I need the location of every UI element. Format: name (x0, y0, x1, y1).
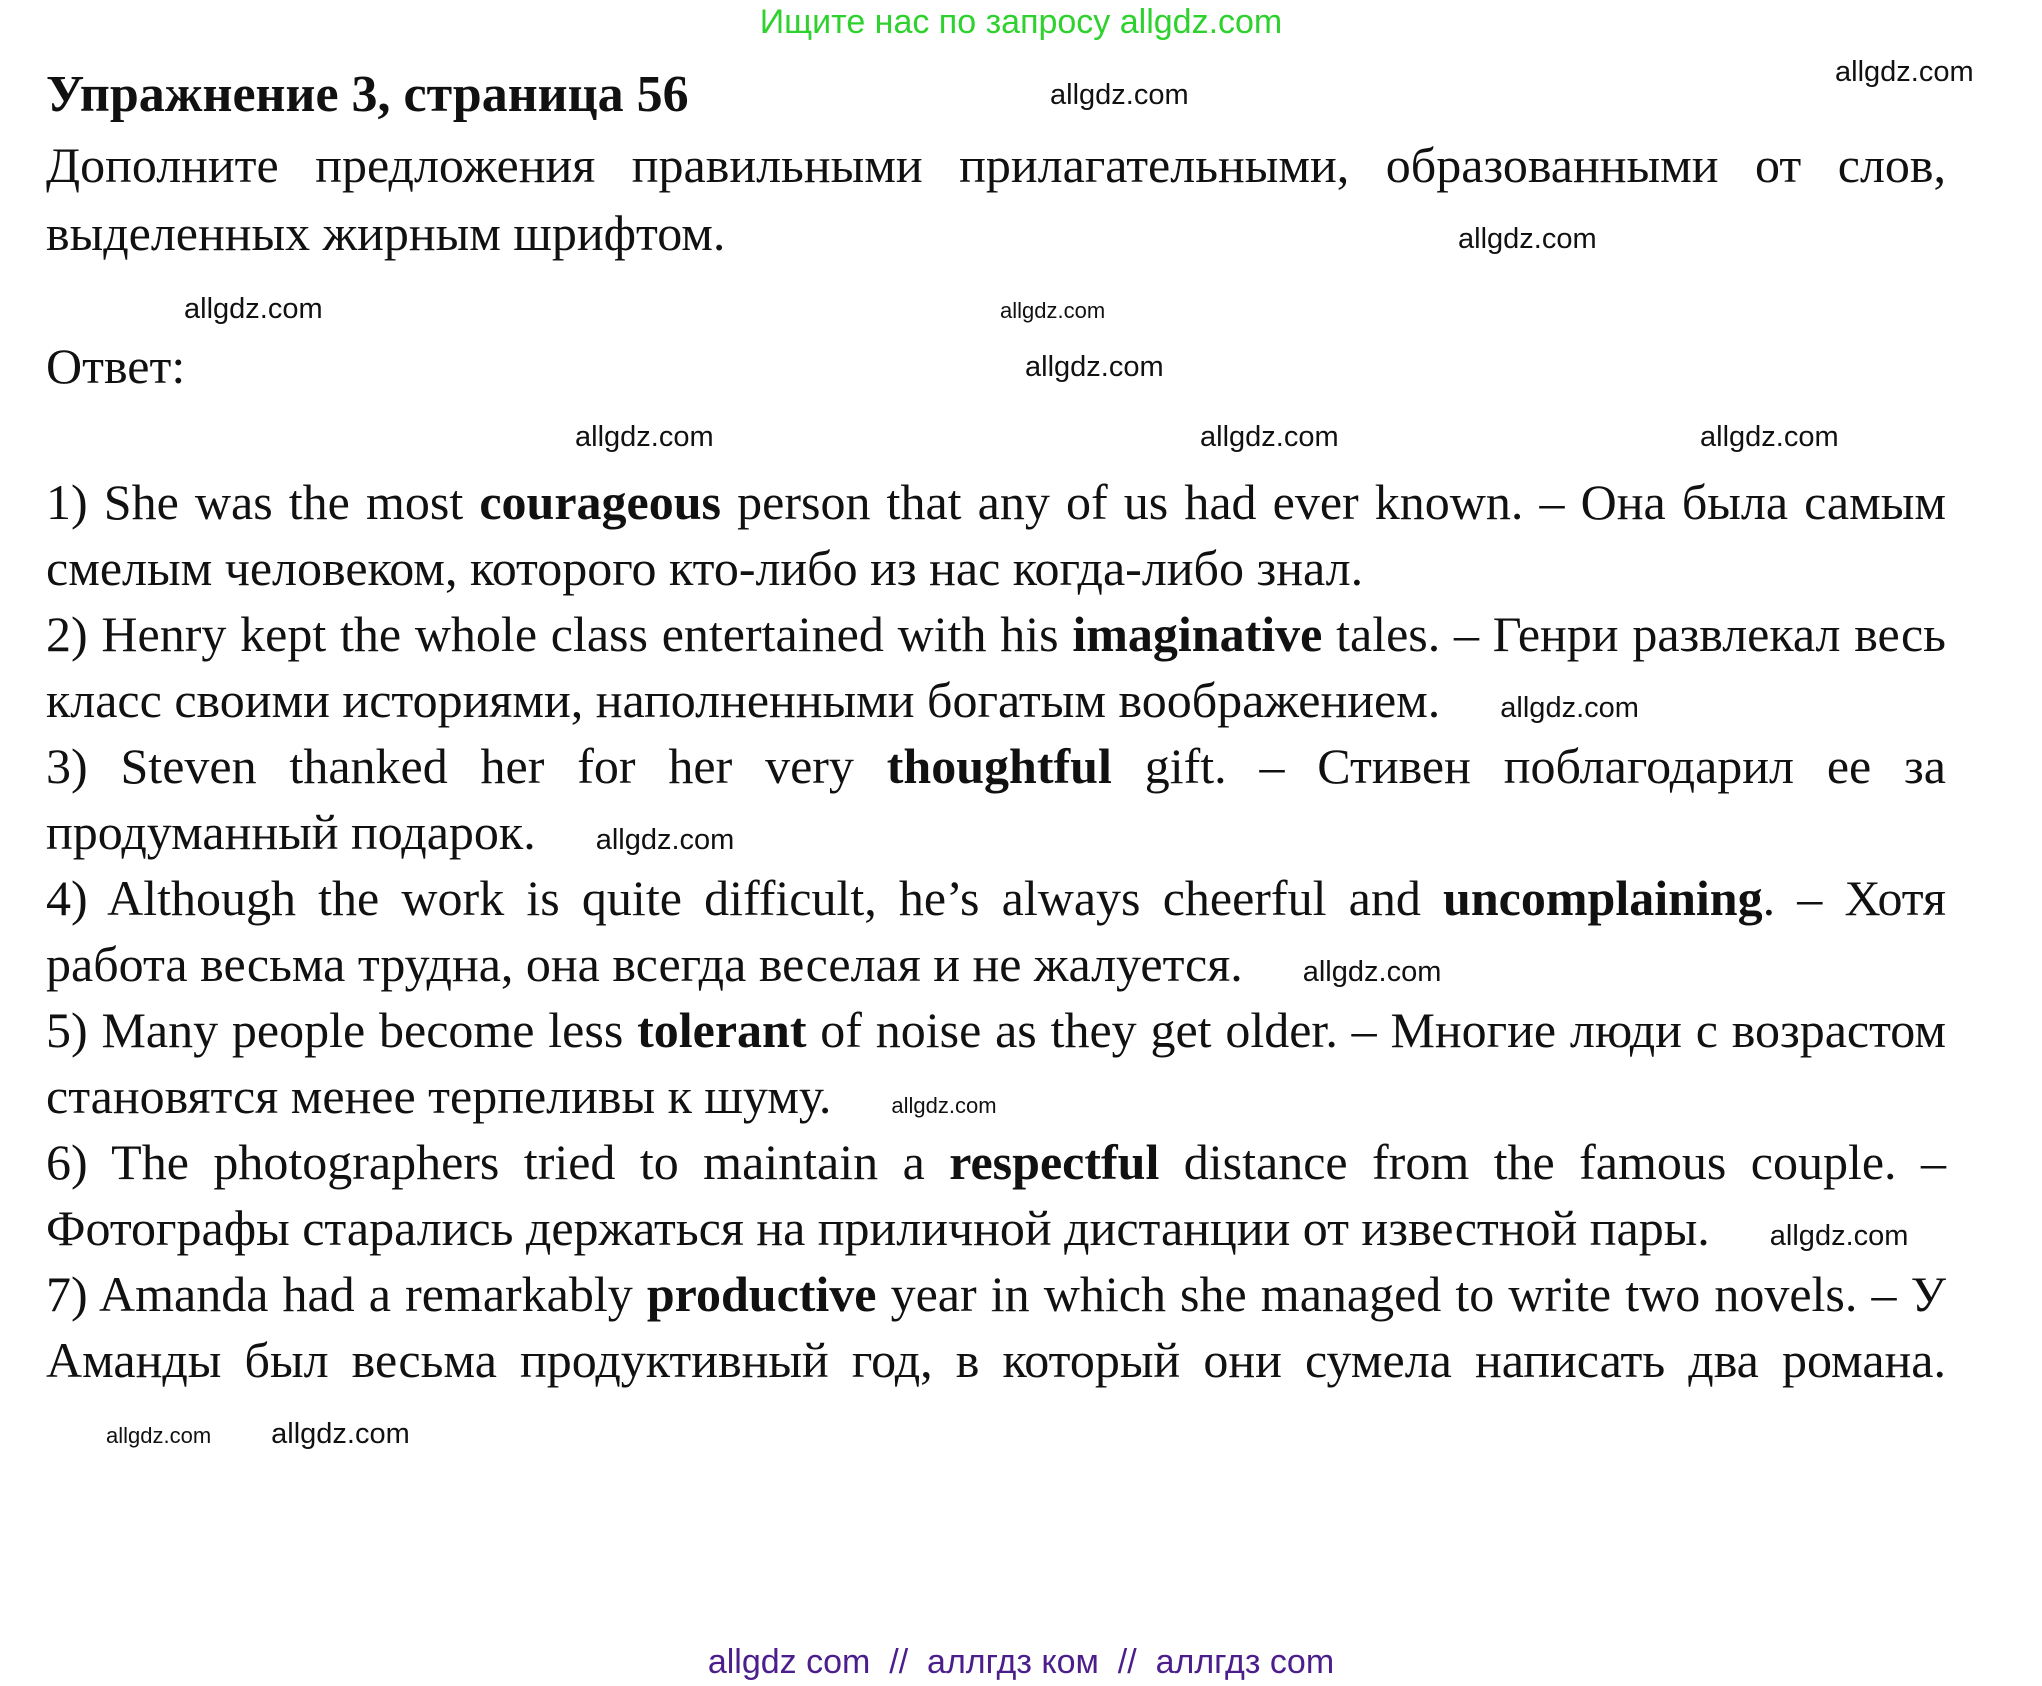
watermark: allgdz.com (106, 1423, 212, 1448)
item-text: 6) The photographers tried to maintain a (46, 1134, 950, 1190)
item-text: 1) She was the most (46, 474, 480, 530)
item-text: of noise as they get older. – Многие люди с возрастом становятся менее терпеливы к шуму. (46, 1002, 1946, 1124)
item-text: 2) Henry kept the whole class entertained with his (46, 606, 1073, 662)
watermark: allgdz.com (1050, 79, 1189, 111)
answer-list (46, 469, 1946, 1459)
watermark: allgdz.com (1769, 1220, 1909, 1252)
bold-word: productive (646, 1266, 877, 1322)
item-text: 5) Many people become less (46, 1002, 638, 1058)
bold-word: uncomplaining (1443, 870, 1763, 926)
exercise-instruction: Дополните предложения правильными прилагательными, образованными от слов, выделенных жирным шрифтом. (46, 137, 1946, 261)
page-title: Упражнение 3, страница 56 (46, 66, 689, 123)
watermark: allgdz.com (1000, 298, 1106, 323)
answer-item (46, 733, 1946, 865)
bold-word: courageous (479, 474, 722, 530)
top-search-banner: Ищите нас по запросу allgdz.com (759, 3, 1283, 41)
bold-word: respectful (949, 1134, 1160, 1190)
watermark: allgdz.com (1500, 692, 1639, 724)
watermark: allgdz.com (1458, 223, 1597, 255)
answer-item (46, 1261, 1946, 1459)
answer-item (46, 997, 1946, 1129)
item-text: 3) Steven thanked her for her very (46, 738, 887, 794)
watermark: allgdz.com (1302, 956, 1442, 988)
answer-item (46, 865, 1946, 997)
item-text: 7) Amanda had a remarkably (46, 1266, 647, 1322)
item-text: distance from the famous couple. – Фотографы старались держаться на приличной дистанции от известной пары. (46, 1134, 1946, 1256)
item-text: gift. – Стивен поблагодарил ее за продуманный подарок. (46, 738, 1946, 860)
watermark: allgdz.com (184, 293, 323, 325)
bold-word: tolerant (637, 1002, 807, 1058)
watermark: allgdz.com (595, 824, 735, 856)
watermark: allgdz.com (1700, 421, 1839, 453)
answer-item (46, 601, 1946, 733)
bold-word: imaginative (1072, 606, 1323, 662)
bottom-site-banner: allgdz com // аллгдз ком // аллгдз com (707, 1643, 1335, 1681)
answer-label: Ответ: (46, 338, 186, 394)
watermark: allgdz.com (1200, 421, 1339, 453)
item-text: 4) Although the work is quite difficult, he’s always cheerful and (46, 870, 1444, 926)
answer-item (46, 469, 1946, 601)
item-text: . – Хотя работа весьма трудна, она всегда веселая и не жалуется. (46, 870, 1946, 992)
item-text: tales. – Генри развлекал весь класс своими историями, наполненными богатым воображением. (46, 606, 1946, 728)
item-text: year in which she managed to write two novels. – У Аманды был весьма продуктивный год, в который они сумела написать два романа. (46, 1266, 1946, 1388)
bold-word: thoughtful (886, 738, 1112, 794)
answer-item (46, 1129, 1946, 1261)
watermark: allgdz.com (1025, 351, 1164, 383)
item-text: person that any of us had ever known. – Она была самым смелым человеком, которого кто-либо из нас когда-либо знал. (46, 474, 1947, 596)
watermark: allgdz.com (891, 1093, 997, 1118)
watermark: allgdz.com (575, 421, 714, 453)
watermark: allgdz.com (1835, 56, 1974, 88)
watermark: allgdz.com (271, 1418, 410, 1450)
